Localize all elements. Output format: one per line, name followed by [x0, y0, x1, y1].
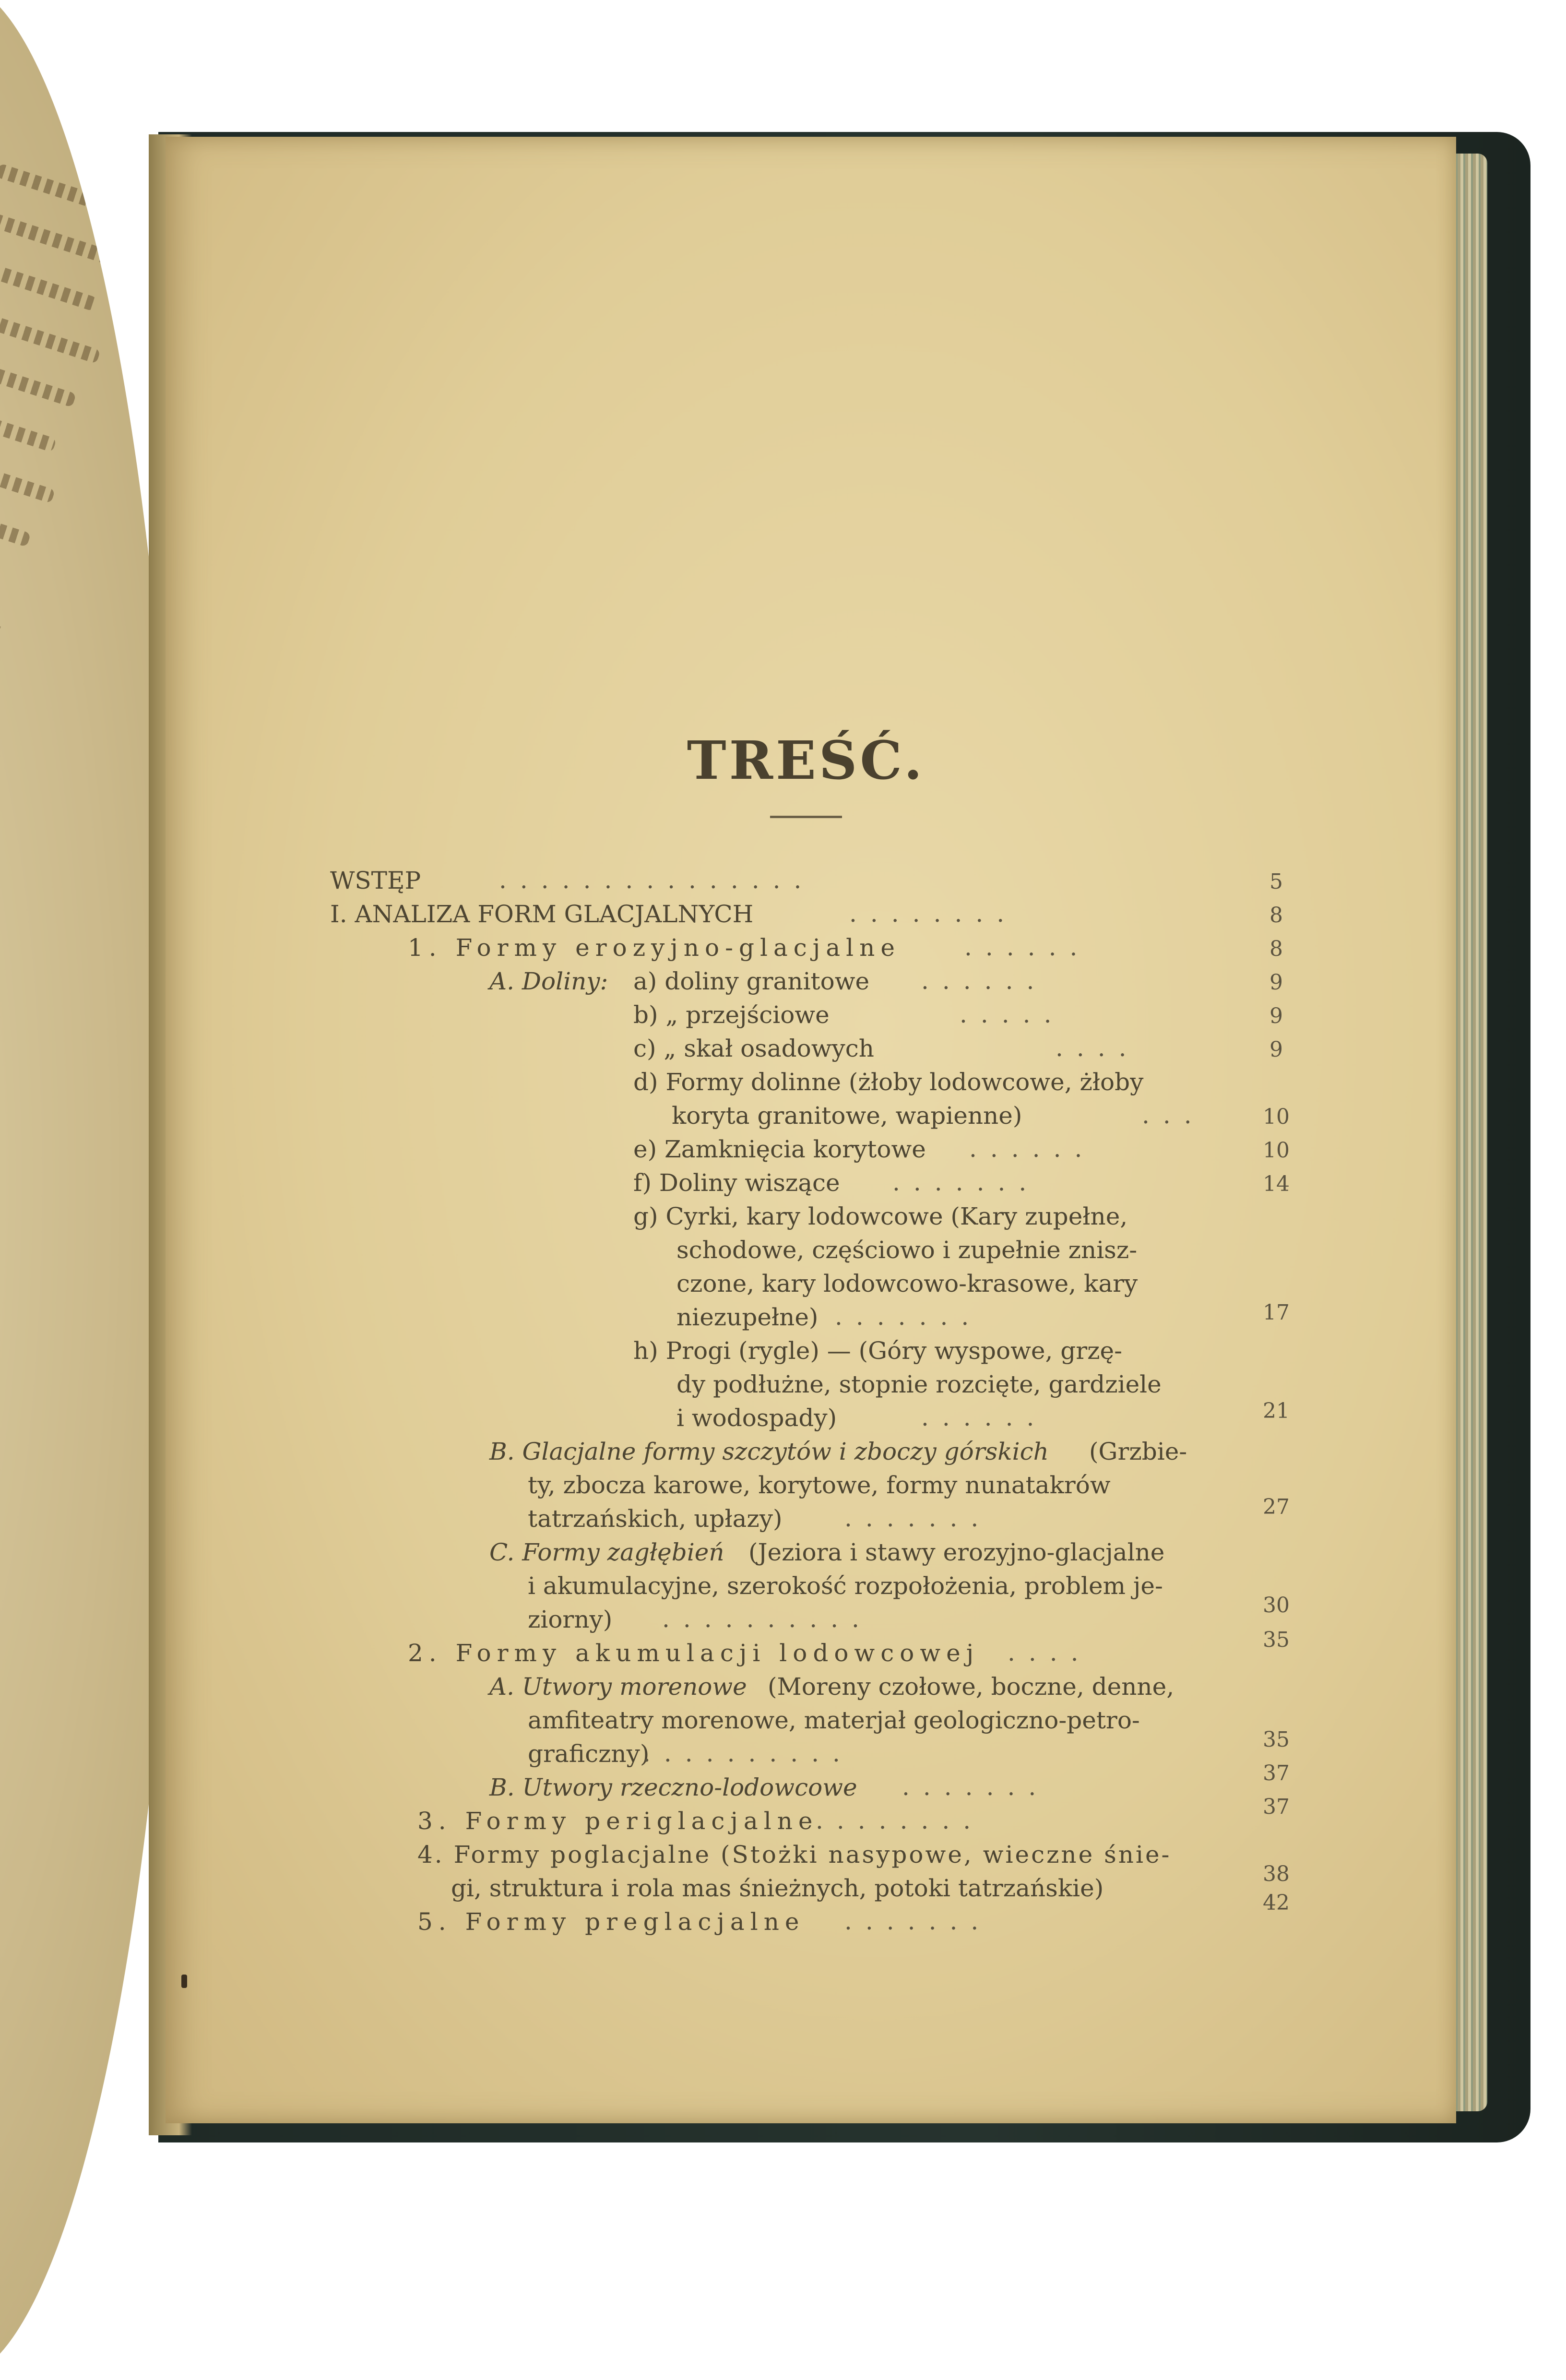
ink-spot: [181, 1975, 187, 1988]
page-number: 37: [1263, 1761, 1290, 1785]
page-number: 8: [1269, 937, 1283, 961]
toc-entry-cont: tatrzańskich, upłazy): [528, 1505, 783, 1533]
toc-entry-cont: czone, kary lodowcowo-krasowe, kary: [676, 1270, 1138, 1297]
toc-entry: WSTĘP: [330, 867, 421, 894]
title-rule: [770, 816, 842, 818]
toc-entry: b) „ przejściowe: [633, 1001, 830, 1029]
toc-entry-label: B. Glacjalne formy szczytów i zboczy górskich: [489, 1438, 1049, 1465]
toc-entry: 4. Formy poglacjalne (Stożki nasypowe, wieczne śnie-: [417, 1841, 1172, 1868]
toc-entry-cont: amfiteatry morenowe, materjał geologiczno-petro-: [528, 1706, 1140, 1734]
toc-entry-cont: i wodospady): [676, 1404, 837, 1432]
toc-entry: d) Formy dolinne (żłoby lodowcowe, żłoby: [633, 1068, 1144, 1096]
toc-entry-label: C. Formy zagłębień: [489, 1538, 724, 1566]
toc-entry: e) Zamknięcia korytowe: [633, 1135, 926, 1163]
page-number: 27: [1263, 1495, 1290, 1519]
page-number: 21: [1263, 1399, 1290, 1423]
toc-entry-cont: koryta granitowe, wapienne): [672, 1102, 1022, 1130]
toc-entry-cont: ziorny): [528, 1606, 613, 1633]
page-number: 38: [1263, 1862, 1290, 1886]
page-number: 17: [1263, 1300, 1290, 1325]
toc-entry-cont: i akumulacyjne, szerokość rozpołożenia, problem je-: [528, 1572, 1163, 1600]
page-number: 37: [1263, 1795, 1290, 1819]
toc-entry: I. ANALIZA FORM GLACJALNYCH: [330, 900, 754, 928]
toc-entry-cont: dy podłużne, stopnie rozcięte, gardziele: [676, 1370, 1162, 1398]
toc-entry: c) „ skał osadowych: [633, 1035, 875, 1062]
page-number: 30: [1263, 1593, 1290, 1618]
toc-entry: h) Progi (rygle) — (Góry wyspowe, grzę-: [633, 1337, 1122, 1365]
toc-entry: 1. Formy erozyjno-glacjalne: [408, 934, 901, 962]
page-number: 9: [1269, 970, 1283, 995]
toc-entry-cont: gi, struktura i rola mas śnieżnych, potoki tatrzańskie): [451, 1874, 1104, 1902]
page-number: 8: [1269, 903, 1283, 928]
page-number: 14: [1263, 1172, 1290, 1196]
toc-entry: 3. Formy periglacjalne: [417, 1807, 819, 1835]
toc-entry-cont: schodowe, częściowo i zupełnie znisz-: [676, 1236, 1138, 1264]
toc-entry-cont: ty, zbocza karowe, korytowe, formy nunatakrów: [528, 1471, 1111, 1499]
toc-entry: (Jeziora i stawy erozyjno-glacjalne: [748, 1538, 1165, 1566]
left-page-text-bleed: [0, 163, 151, 1855]
toc-entry: 5. Formy preglacjalne: [417, 1908, 805, 1936]
toc-entry-label: A. Utwory morenowe: [489, 1673, 747, 1701]
toc-entry-cont: graficzny): [528, 1740, 650, 1768]
page-number: 10: [1263, 1105, 1290, 1129]
page-number: 42: [1263, 1891, 1290, 1915]
toc-entry-cont: niezupełne): [676, 1303, 819, 1331]
page-number: 10: [1263, 1138, 1290, 1163]
toc-entry-label: A. Doliny:: [489, 967, 608, 995]
page-number: 9: [1269, 1037, 1283, 1062]
page-number: 35: [1263, 1628, 1290, 1652]
toc-entry: f) Doliny wiszące: [633, 1169, 840, 1197]
page-number: 35: [1263, 1727, 1290, 1752]
page-number: 5: [1269, 869, 1283, 894]
toc-entry: (Grzbie-: [1089, 1438, 1187, 1465]
toc-entry: 2. Formy akumulacji lodowcowej: [408, 1639, 980, 1667]
toc-entry: a) doliny granitowe: [633, 967, 870, 995]
toc-entry: g) Cyrki, kary lodowcowe (Kary zupełne,: [633, 1202, 1128, 1230]
toc-entry-label: B. Utwory rzeczno-lodowcowe: [489, 1773, 857, 1801]
toc-entry: (Moreny czołowe, boczne, denne,: [768, 1673, 1174, 1701]
page-number: 9: [1269, 1004, 1283, 1028]
page-title: TREŚĆ.: [687, 729, 925, 791]
